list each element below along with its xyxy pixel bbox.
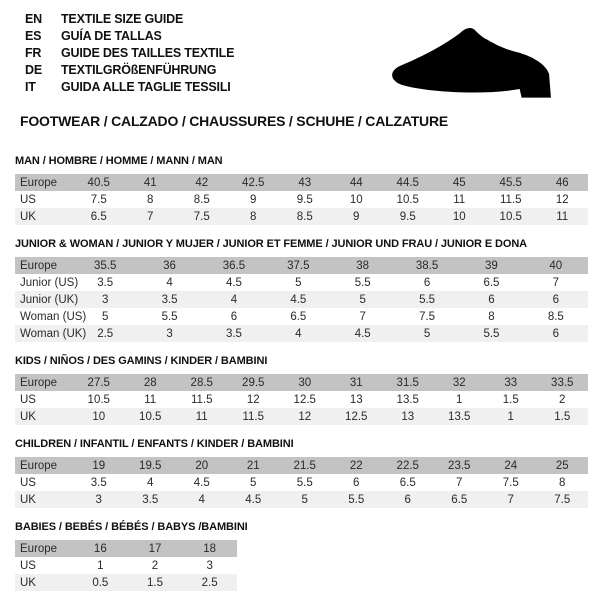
size-cell: 3.5 <box>225 327 242 340</box>
size-section-kids <box>15 355 588 425</box>
size-cell: 37.5 <box>287 259 310 272</box>
size-cell: 12 <box>246 393 260 406</box>
language-label: TEXTILE SIZE GUIDE <box>61 12 184 26</box>
row-label: US <box>20 559 36 572</box>
section-title: JUNIOR & WOMAN / JUNIOR Y MUJER / JUNIOR ET FEMME / JUNIOR UND FRAU / JUNIOR E DONA <box>15 238 528 250</box>
size-cell: 27.5 <box>87 376 110 389</box>
size-cell: 11.5 <box>190 393 213 406</box>
size-cell: 4.5 <box>290 293 307 306</box>
size-cell: 8 <box>488 310 495 323</box>
size-cell: 3 <box>206 559 213 572</box>
size-cell: 30 <box>298 376 312 389</box>
size-cell: 8.5 <box>296 210 313 223</box>
size-cell: 45 <box>452 176 466 189</box>
size-cell: 12.5 <box>293 393 316 406</box>
size-cell: 40.5 <box>87 176 110 189</box>
size-cell: 7 <box>359 310 366 323</box>
size-cell: 6 <box>552 327 560 340</box>
size-cell: 21 <box>246 459 260 472</box>
row-label: Europe <box>20 259 58 272</box>
section-title: MAN / HOMBRE / HOMME / MANN / MAN <box>15 155 223 167</box>
size-cell: 12 <box>555 193 569 206</box>
size-cell: 7 <box>456 476 463 489</box>
size-cell: 3.5 <box>161 293 178 306</box>
size-cell: 6 <box>488 293 495 306</box>
size-cell: 5 <box>295 276 302 289</box>
size-cell: 6.5 <box>290 310 307 323</box>
size-section-man <box>15 155 588 225</box>
size-cell: 1.5 <box>502 393 519 406</box>
size-cell: 36 <box>163 259 176 272</box>
size-cell: 9 <box>353 210 360 223</box>
size-cell: 16 <box>93 542 107 555</box>
size-cell: 36.5 <box>222 259 246 272</box>
size-cell: 17 <box>148 542 162 555</box>
size-cell: 22.5 <box>396 459 419 472</box>
size-cell: 21.5 <box>293 459 316 472</box>
size-cell: 42.5 <box>242 176 265 189</box>
size-cell: 33 <box>504 376 518 389</box>
row-label: UK <box>20 493 36 506</box>
table-row <box>15 174 588 191</box>
size-cell: 4 <box>166 276 173 289</box>
size-cell: 11 <box>195 410 208 423</box>
size-cell: 29.5 <box>242 376 265 389</box>
row-label: UK <box>20 210 36 223</box>
size-cell: 44.5 <box>396 176 419 189</box>
size-cell: 8.5 <box>547 310 564 323</box>
size-cell: 5.5 <box>419 293 436 306</box>
size-cell: 3.5 <box>97 276 114 289</box>
size-cell: 5.5 <box>296 476 313 489</box>
size-cell: 24 <box>504 459 518 472</box>
table-row <box>15 391 588 408</box>
section-title: KIDS / NIÑOS / DES GAMINS / KINDER / BAMBINI <box>15 355 268 367</box>
size-cell: 10 <box>349 193 363 206</box>
size-cell: 39 <box>485 259 498 272</box>
size-cell: 2 <box>559 393 566 406</box>
language-code: ES <box>25 29 42 43</box>
table-row <box>15 557 237 574</box>
row-label: Woman (UK) <box>20 327 87 340</box>
size-cell: 1.5 <box>554 410 571 423</box>
dress-shoe-icon <box>388 22 568 104</box>
size-cell: 4 <box>198 493 205 506</box>
size-section-babies <box>15 521 588 591</box>
size-cell: 10.5 <box>499 210 522 223</box>
size-cell: 2.5 <box>97 327 114 340</box>
size-cell: 3.5 <box>142 493 159 506</box>
size-cell: 45.5 <box>499 176 522 189</box>
size-cell: 5 <box>359 293 366 306</box>
size-cell: 10.5 <box>87 393 110 406</box>
size-cell: 19 <box>92 459 106 472</box>
size-cell: 6.5 <box>399 476 416 489</box>
size-cell: 23.5 <box>448 459 471 472</box>
size-cell: 5.5 <box>161 310 178 323</box>
row-label: Europe <box>20 376 58 389</box>
size-cell: 6.5 <box>451 493 468 506</box>
size-cell: 0.5 <box>92 576 109 589</box>
size-cell: 44 <box>349 176 363 189</box>
size-cell: 4 <box>147 476 154 489</box>
size-cell: 5 <box>250 476 257 489</box>
table-row <box>15 374 588 391</box>
language-label: GUIDA ALLE TAGLIE TESSILI <box>61 80 231 94</box>
size-table <box>15 374 588 425</box>
table-row <box>15 325 588 342</box>
size-cell: 7 <box>507 493 514 506</box>
size-cell: 7 <box>147 210 154 223</box>
section-title: CHILDREN / INFANTIL / ENFANTS / KINDER / BAMBINI <box>15 438 294 450</box>
size-cell: 40 <box>549 259 563 272</box>
size-cell: 46 <box>555 176 569 189</box>
size-cell: 5.5 <box>483 327 500 340</box>
size-cell: 31.5 <box>396 376 419 389</box>
row-label: US <box>20 393 36 406</box>
table-row <box>15 574 237 591</box>
size-cell: 3.5 <box>90 476 107 489</box>
size-cell: 1 <box>97 559 104 572</box>
size-cell: 9 <box>250 193 257 206</box>
category-heading: FOOTWEAR / CALZADO / CHAUSSURES / SCHUHE / CALZATURE <box>20 113 449 129</box>
table-row <box>15 491 588 508</box>
size-cell: 9.5 <box>399 210 416 223</box>
row-label: Junior (UK) <box>20 293 79 306</box>
table-row <box>15 257 588 274</box>
size-cell: 4 <box>295 327 302 340</box>
size-cell: 5 <box>301 493 308 506</box>
row-label: Europe <box>20 542 58 555</box>
row-label: UK <box>20 410 36 423</box>
language-code: DE <box>25 63 42 77</box>
size-cell: 11.5 <box>499 193 522 206</box>
size-cell: 5.5 <box>354 276 371 289</box>
table-row <box>15 540 237 557</box>
row-label: Europe <box>20 459 58 472</box>
size-cell: 33.5 <box>551 376 574 389</box>
size-cell: 10.5 <box>139 410 162 423</box>
size-cell: 13.5 <box>396 393 419 406</box>
row-label: US <box>20 476 36 489</box>
size-cell: 32 <box>452 376 466 389</box>
size-table <box>15 457 588 508</box>
size-cell: 7.5 <box>90 193 107 206</box>
size-cell: 38 <box>356 259 370 272</box>
size-cell: 31 <box>349 376 363 389</box>
size-cell: 10.5 <box>396 193 419 206</box>
size-cell: 2.5 <box>201 576 218 589</box>
size-cell: 4 <box>230 293 238 306</box>
size-cell: 7.5 <box>554 493 571 506</box>
row-label: Europe <box>20 176 58 189</box>
row-label: US <box>20 193 36 206</box>
table-row <box>15 457 588 474</box>
size-cell: 7.5 <box>502 476 519 489</box>
size-cell: 28.5 <box>190 376 213 389</box>
size-cell: 35.5 <box>93 259 117 272</box>
size-cell: 4.5 <box>225 276 242 289</box>
table-row <box>15 474 588 491</box>
size-cell: 8 <box>559 476 566 489</box>
size-cell: 13 <box>401 410 415 423</box>
size-cell: 5 <box>423 327 431 340</box>
language-code: EN <box>25 12 42 26</box>
size-cell: 11.5 <box>242 410 265 423</box>
size-cell: 5.5 <box>348 493 365 506</box>
size-cell: 38.5 <box>415 259 439 272</box>
size-cell: 43 <box>298 176 312 189</box>
size-cell: 6 <box>423 276 431 289</box>
language-code: FR <box>25 46 42 60</box>
size-cell: 8 <box>250 210 257 223</box>
size-table <box>15 174 588 225</box>
size-section-children <box>15 438 588 508</box>
row-label: UK <box>20 576 36 589</box>
size-cell: 7.5 <box>419 310 436 323</box>
section-title: BABIES / BEBÉS / BÉBÉS / BABYS /BAMBINI <box>15 521 248 533</box>
size-cell: 3 <box>95 493 102 506</box>
table-row <box>15 291 588 308</box>
size-cell: 1 <box>456 393 463 406</box>
size-cell: 13.5 <box>448 410 471 423</box>
language-code: IT <box>25 80 36 94</box>
size-table <box>15 257 588 342</box>
size-cell: 10 <box>452 210 466 223</box>
size-cell: 8.5 <box>193 193 210 206</box>
size-cell: 4.5 <box>354 327 371 340</box>
size-cell: 42 <box>195 176 209 189</box>
size-cell: 12 <box>298 410 312 423</box>
row-label: Woman (US) <box>20 310 87 323</box>
table-row <box>15 191 588 208</box>
size-cell: 25 <box>555 459 569 472</box>
size-cell: 1 <box>507 410 514 423</box>
size-cell: 4.5 <box>193 476 210 489</box>
table-row <box>15 274 588 291</box>
table-row <box>15 308 588 325</box>
size-table <box>15 540 237 591</box>
table-row <box>15 408 588 425</box>
size-cell: 3 <box>166 327 173 340</box>
size-cell: 6.5 <box>483 276 500 289</box>
size-cell: 22 <box>349 459 363 472</box>
size-cell: 7.5 <box>193 210 210 223</box>
size-cell: 6 <box>230 310 238 323</box>
size-cell: 11 <box>453 193 466 206</box>
size-cell: 8 <box>147 193 154 206</box>
size-cell: 18 <box>203 542 217 555</box>
size-cell: 20 <box>195 459 209 472</box>
size-cell: 12.5 <box>345 410 368 423</box>
size-cell: 10 <box>92 410 106 423</box>
size-cell: 5 <box>101 310 109 323</box>
language-label: GUIDE DES TAILLES TEXTILE <box>61 46 235 60</box>
size-cell: 13 <box>349 393 363 406</box>
size-cell: 9.5 <box>296 193 313 206</box>
size-cell: 11 <box>556 210 569 223</box>
size-cell: 19.5 <box>139 459 162 472</box>
size-sections <box>15 155 588 591</box>
table-row <box>15 208 588 225</box>
language-label: GUÍA DE TALLAS <box>61 29 162 43</box>
size-cell: 7 <box>552 276 560 289</box>
size-cell: 3 <box>101 293 109 306</box>
size-cell: 6 <box>552 293 560 306</box>
size-cell: 1.5 <box>146 576 163 589</box>
size-cell: 2 <box>151 559 159 572</box>
row-label: Junior (US) <box>20 276 79 289</box>
size-cell: 28 <box>143 376 157 389</box>
size-cell: 11 <box>144 393 157 406</box>
language-label: TEXTILGRÖßENFÜHRUNG <box>61 63 217 77</box>
size-cell: 4.5 <box>245 493 262 506</box>
size-cell: 6 <box>404 493 411 506</box>
size-cell: 6 <box>353 476 360 489</box>
size-cell: 41 <box>143 176 157 189</box>
size-section-junior-woman <box>15 238 588 342</box>
size-cell: 6.5 <box>90 210 107 223</box>
